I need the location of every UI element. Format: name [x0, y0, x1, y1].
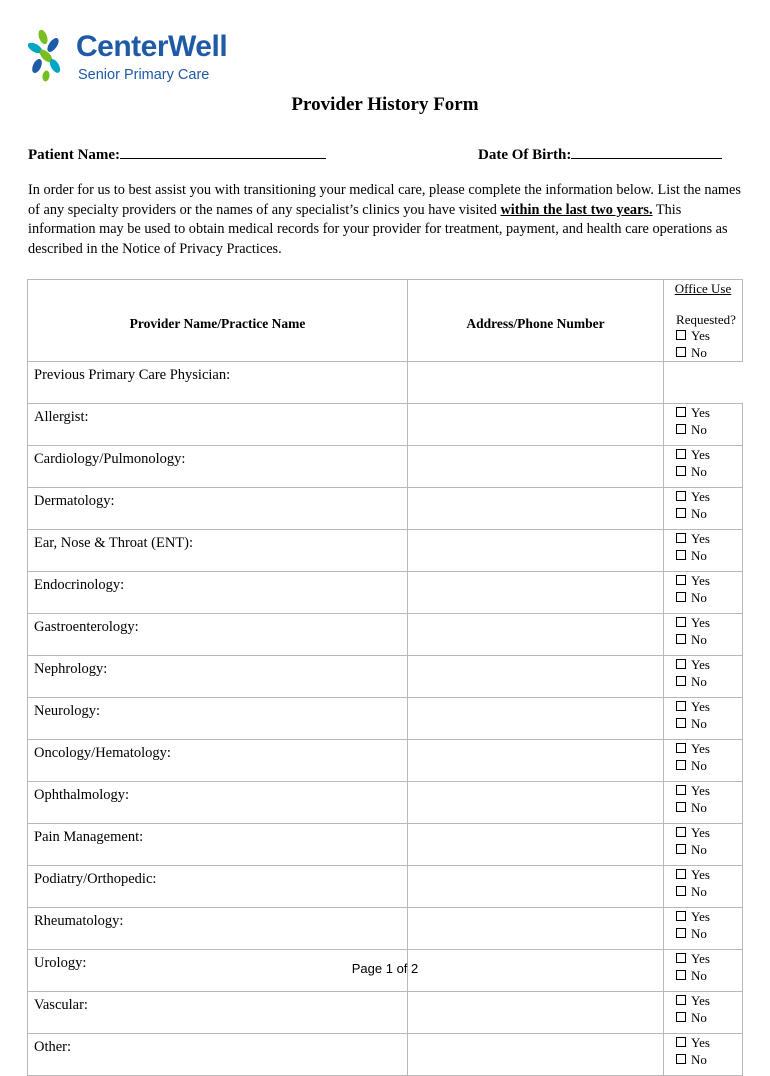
no-label: No	[691, 1051, 707, 1067]
page-footer: Page 1 of 2	[351, 961, 419, 976]
table-row	[28, 614, 743, 656]
category-label: Gastroenterology:	[34, 619, 139, 635]
no-option[interactable]	[676, 548, 742, 565]
table-row	[28, 404, 743, 446]
checkbox-icon[interactable]	[676, 802, 686, 812]
checkbox-icon[interactable]	[676, 844, 686, 854]
col-address-header: Address/Phone Number	[408, 280, 664, 362]
office-use-first-row-options	[664, 327, 742, 361]
checkbox-icon[interactable]	[676, 508, 686, 518]
provider-name-cell[interactable]	[28, 572, 408, 614]
intro-text: In order for us to best assist you with transitioning your medical care, please complete the information below. List the names of any specialty providers or the names of any specialist’s clinics you have visited	[28, 182, 741, 218]
table-header-row	[28, 280, 743, 362]
yes-option[interactable]	[676, 531, 742, 548]
category-label: Oncology/Hematology:	[34, 745, 171, 761]
checkbox-icon[interactable]	[676, 886, 686, 896]
checkbox-icon[interactable]	[676, 869, 686, 879]
yes-label: Yes	[691, 741, 710, 756]
table-row	[28, 530, 743, 572]
yes-option[interactable]	[676, 489, 742, 506]
address-phone-cell[interactable]	[408, 614, 664, 656]
no-option[interactable]	[676, 506, 742, 523]
no-label: No	[691, 1009, 707, 1025]
table-row	[28, 740, 743, 782]
address-phone-cell[interactable]	[408, 908, 664, 950]
no-label: No	[691, 925, 707, 941]
no-label: No	[691, 673, 707, 689]
no-label: No	[691, 547, 707, 563]
provider-name-cell[interactable]	[28, 446, 408, 488]
provider-name-cell[interactable]	[28, 908, 408, 950]
office-use-cell	[664, 488, 743, 530]
provider-name-cell[interactable]	[28, 488, 408, 530]
provider-name-cell[interactable]	[28, 656, 408, 698]
checkbox-icon[interactable]	[676, 424, 686, 434]
table-row	[28, 572, 743, 614]
no-label: No	[691, 715, 707, 731]
office-use-label: Office Use	[674, 281, 732, 296]
intro-text-rest: This information may be used to obtain medical records for your provider for treatment, payment, and health care operations as described in the Notice of Privacy Practices.	[28, 201, 728, 257]
yes-label: Yes	[691, 328, 710, 343]
yes-label: Yes	[691, 1035, 710, 1050]
checkbox-icon[interactable]	[676, 330, 686, 340]
table-row	[28, 698, 743, 740]
provider-name-cell[interactable]	[28, 992, 408, 1034]
office-use-cell	[664, 992, 743, 1034]
category-label: Endocrinology:	[34, 577, 125, 593]
address-phone-cell[interactable]	[408, 446, 664, 488]
category-label: Pain Management:	[34, 829, 144, 845]
category-label: Ear, Nose & Throat (ENT):	[34, 535, 194, 551]
office-use-cell	[664, 572, 743, 614]
checkbox-icon[interactable]	[676, 550, 686, 560]
no-option[interactable]	[676, 674, 742, 691]
yes-option[interactable]	[676, 657, 742, 674]
checkbox-icon[interactable]	[676, 995, 686, 1005]
no-option[interactable]	[676, 1052, 742, 1069]
provider-name-cell[interactable]	[28, 740, 408, 782]
no-option[interactable]	[676, 590, 742, 607]
yes-label: Yes	[691, 447, 710, 462]
checkbox-icon[interactable]	[676, 1012, 686, 1022]
checkbox-icon[interactable]	[676, 491, 686, 501]
provider-name-cell[interactable]	[28, 824, 408, 866]
yes-option[interactable]	[676, 615, 742, 632]
no-label: No	[691, 757, 707, 773]
office-use-cell	[664, 782, 743, 824]
dob-label: Date Of Birth:	[478, 147, 572, 163]
office-use-cell	[664, 446, 743, 488]
dob-field	[478, 144, 722, 164]
no-option[interactable]	[676, 632, 742, 649]
table-row	[28, 446, 743, 488]
checkbox-icon[interactable]	[676, 911, 686, 921]
centerwell-mark-icon	[28, 28, 74, 82]
checkbox-icon[interactable]	[676, 659, 686, 669]
provider-table	[27, 279, 743, 1076]
yes-label: Yes	[691, 951, 710, 966]
provider-name-cell[interactable]	[28, 698, 408, 740]
no-option[interactable]	[676, 345, 742, 362]
address-phone-cell[interactable]	[408, 572, 664, 614]
no-label: No	[691, 967, 707, 983]
address-phone-cell[interactable]	[408, 530, 664, 572]
yes-label: Yes	[691, 699, 710, 714]
checkbox-icon[interactable]	[676, 634, 686, 644]
yes-option[interactable]	[676, 573, 742, 590]
no-option[interactable]	[676, 716, 742, 733]
office-use-cell	[664, 1034, 743, 1076]
checkbox-icon[interactable]	[676, 575, 686, 585]
provider-name-cell[interactable]	[28, 782, 408, 824]
table-row	[28, 866, 743, 908]
provider-name-cell[interactable]	[28, 404, 408, 446]
address-phone-cell[interactable]	[408, 1034, 664, 1076]
logo-subtitle: Senior Primary Care	[78, 67, 210, 83]
yes-label: Yes	[691, 867, 710, 882]
yes-option[interactable]	[676, 328, 742, 345]
table-row	[28, 656, 743, 698]
yes-label: Yes	[691, 993, 710, 1008]
yes-label: Yes	[691, 825, 710, 840]
yes-label: Yes	[691, 909, 710, 924]
office-use-cell	[664, 656, 743, 698]
no-option[interactable]	[676, 884, 742, 901]
provider-name-cell[interactable]	[28, 614, 408, 656]
address-phone-cell[interactable]	[408, 866, 664, 908]
intro-emphasis: within the last two years.	[500, 201, 653, 218]
dob-blank[interactable]	[571, 144, 722, 159]
checkbox-icon[interactable]	[676, 785, 686, 795]
category-label: Nephrology:	[34, 661, 108, 677]
yes-option[interactable]	[676, 699, 742, 716]
table-row	[28, 824, 743, 866]
checkbox-icon[interactable]	[676, 347, 686, 357]
category-label: Previous Primary Care Physician:	[34, 367, 231, 383]
category-label: Other:	[34, 1039, 72, 1055]
checkbox-icon[interactable]	[676, 1037, 686, 1047]
office-use-cell	[664, 866, 743, 908]
checkbox-icon[interactable]	[676, 928, 686, 938]
page-title: Provider History Form	[291, 94, 479, 115]
table-row	[28, 992, 743, 1034]
no-option[interactable]	[676, 800, 742, 817]
provider-name-cell[interactable]	[28, 1034, 408, 1076]
checkbox-icon[interactable]	[676, 407, 686, 417]
checkbox-icon[interactable]	[676, 760, 686, 770]
office-use-cell	[664, 530, 743, 572]
checkbox-icon[interactable]	[676, 1054, 686, 1064]
checkbox-icon[interactable]	[676, 592, 686, 602]
intro-paragraph	[28, 181, 744, 259]
checkbox-icon[interactable]	[676, 676, 686, 686]
checkbox-icon[interactable]	[676, 743, 686, 753]
yes-option[interactable]	[676, 867, 742, 884]
yes-option[interactable]	[676, 993, 742, 1010]
office-use-cell	[664, 698, 743, 740]
address-phone-cell[interactable]	[408, 656, 664, 698]
yes-option[interactable]	[676, 909, 742, 926]
yes-label: Yes	[691, 489, 710, 504]
yes-label: Yes	[691, 783, 710, 798]
address-phone-cell[interactable]	[408, 992, 664, 1034]
table-row	[28, 362, 743, 404]
yes-option[interactable]	[676, 783, 742, 800]
no-option[interactable]	[676, 842, 742, 859]
no-option[interactable]	[676, 758, 742, 775]
address-phone-cell[interactable]	[408, 782, 664, 824]
checkbox-icon[interactable]	[676, 449, 686, 459]
no-label: No	[691, 589, 707, 605]
no-label: No	[691, 631, 707, 647]
office-use-cell	[664, 404, 743, 446]
address-phone-cell[interactable]	[408, 404, 664, 446]
yes-label: Yes	[691, 573, 710, 588]
address-phone-cell[interactable]	[408, 698, 664, 740]
office-use-cell	[664, 740, 743, 782]
no-label: No	[691, 799, 707, 815]
table-row	[28, 782, 743, 824]
yes-label: Yes	[691, 531, 710, 546]
checkbox-icon[interactable]	[676, 827, 686, 837]
category-label: Vascular:	[34, 997, 88, 1013]
patient-name-blank[interactable]	[120, 144, 326, 159]
yes-option[interactable]	[676, 1035, 742, 1052]
category-label: Rheumatology:	[34, 913, 124, 929]
table-row	[28, 1034, 743, 1076]
provider-name-cell[interactable]	[28, 362, 408, 404]
yes-option[interactable]	[676, 825, 742, 842]
yes-label: Yes	[691, 657, 710, 672]
category-label: Allergist:	[34, 409, 89, 425]
no-option[interactable]	[676, 926, 742, 943]
category-label: Cardiology/Pulmonology:	[34, 451, 186, 467]
category-label: Neurology:	[34, 703, 101, 719]
logo-name: CenterWell	[76, 30, 228, 63]
no-label: No	[691, 505, 707, 521]
table-row	[28, 908, 743, 950]
no-option[interactable]	[676, 422, 742, 439]
yes-option[interactable]	[676, 405, 742, 422]
checkbox-icon[interactable]	[676, 701, 686, 711]
yes-label: Yes	[691, 615, 710, 630]
address-phone-cell[interactable]	[408, 740, 664, 782]
no-label: No	[691, 421, 707, 437]
category-label: Ophthalmology:	[34, 787, 130, 803]
table-row	[28, 488, 743, 530]
office-use-cell	[664, 614, 743, 656]
no-option[interactable]	[676, 464, 742, 481]
checkbox-icon[interactable]	[676, 466, 686, 476]
col-provider-header: Provider Name/Practice Name	[28, 280, 408, 362]
yes-option[interactable]	[676, 741, 742, 758]
no-label: No	[691, 344, 707, 360]
patient-name-field	[28, 144, 326, 164]
provider-name-cell[interactable]	[28, 530, 408, 572]
yes-label: Yes	[691, 405, 710, 420]
category-label: Dermatology:	[34, 493, 115, 509]
office-use-header-cell	[664, 280, 743, 362]
centerwell-logo	[28, 28, 228, 88]
category-label: Podiatry/Orthopedic:	[34, 871, 157, 887]
address-phone-cell[interactable]	[408, 362, 664, 404]
office-use-cell	[664, 908, 743, 950]
office-use-cell	[664, 824, 743, 866]
patient-name-label: Patient Name:	[28, 147, 121, 163]
checkbox-icon[interactable]	[676, 718, 686, 728]
checkbox-icon[interactable]	[676, 533, 686, 543]
category-label: Urology:	[34, 955, 87, 971]
no-label: No	[691, 841, 707, 857]
requested-label: Requested?	[676, 312, 736, 327]
provider-name-cell[interactable]	[28, 866, 408, 908]
checkbox-icon[interactable]	[676, 617, 686, 627]
address-phone-cell[interactable]	[408, 488, 664, 530]
no-label: No	[691, 883, 707, 899]
no-label: No	[691, 463, 707, 479]
address-phone-cell[interactable]	[408, 824, 664, 866]
yes-option[interactable]	[676, 447, 742, 464]
